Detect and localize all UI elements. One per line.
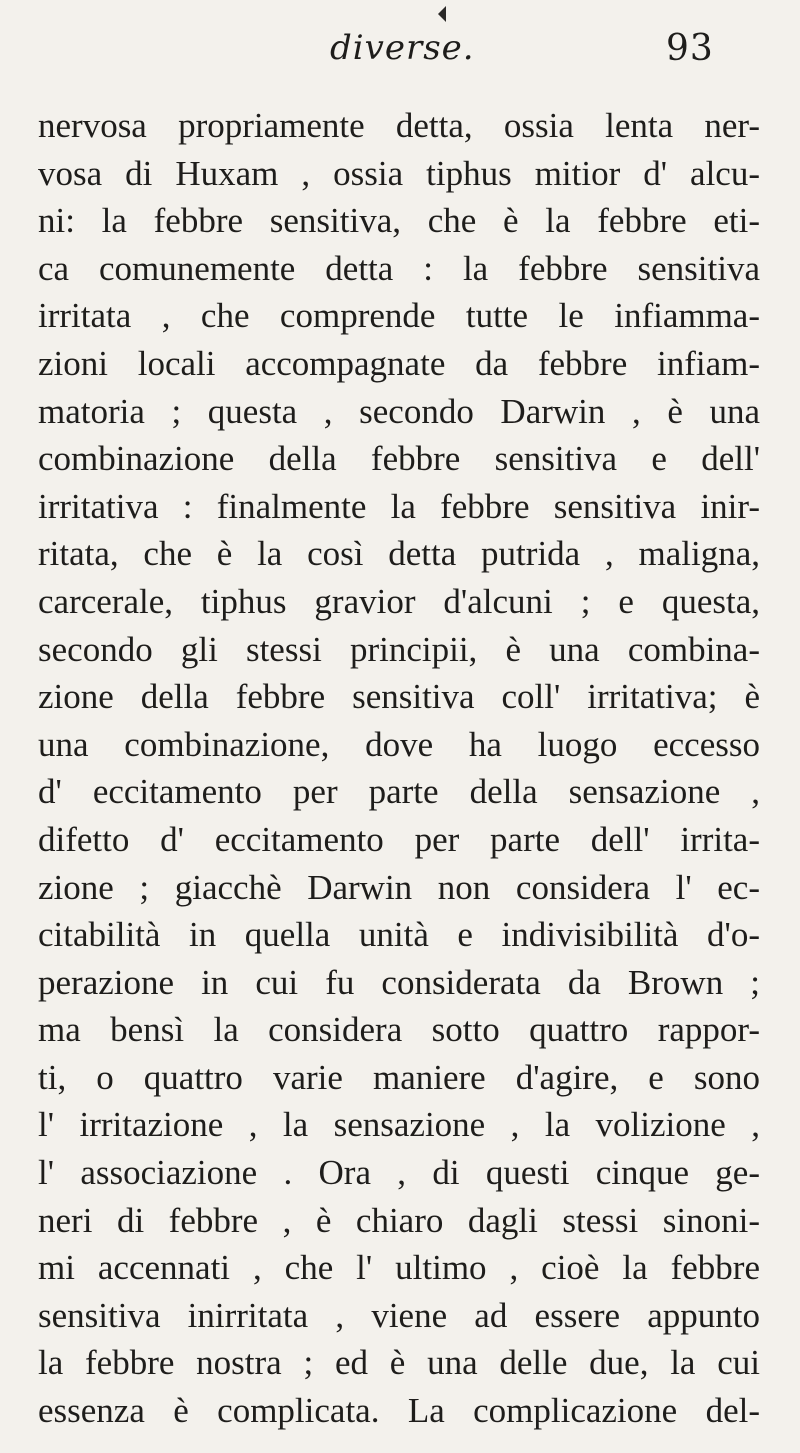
running-head: diverse. <box>330 28 475 68</box>
text-line: perazione in cui fu considerata da Brown ; <box>38 962 760 1002</box>
text-line: ti, o quattro varie maniere d'agire, e sono <box>38 1057 760 1097</box>
text-line: una combinazione, dove ha luogo eccesso <box>38 724 760 764</box>
body-text <box>38 102 760 1435</box>
page-header <box>0 8 800 88</box>
text-line: difetto d' eccitamento per parte dell' irrita- <box>38 819 760 859</box>
margin-mark-icon <box>438 6 446 22</box>
text-line: combinazione della febbre sensitiva e dell' <box>38 439 760 479</box>
text-line: essenza è complicata. La complicazione del- <box>38 1391 760 1431</box>
text-line: zione della febbre sensitiva coll' irritativa; è <box>38 677 760 717</box>
text-line: irritata , che comprende tutte le infiamma- <box>38 296 760 336</box>
text-line: ritata, che è la così detta putrida , maligna, <box>38 534 760 574</box>
text-line: d' eccitamento per parte della sensazione , <box>38 772 760 812</box>
text-line: l' associazione . Ora , di questi cinque ge- <box>38 1153 760 1193</box>
text-line: neri di febbre , è chiaro dagli stessi sinoni- <box>38 1200 760 1240</box>
text-line: zioni locali accompagnate da febbre infiam- <box>38 343 760 383</box>
text-line: l' irritazione , la sensazione , la volizione , <box>38 1105 760 1145</box>
text-line: nervosa propriamente detta, ossia lenta ner- <box>38 106 760 145</box>
text-line: vosa di Huxam , ossia tiphus mitior d' alcu- <box>38 153 760 193</box>
text-line: matoria ; questa , secondo Darwin , è una <box>38 391 760 431</box>
text-line: ni: la febbre sensitiva, che è la febbre eti- <box>38 201 760 241</box>
text-line: zione ; giacchè Darwin non considera l' ec- <box>38 867 760 907</box>
text-line: citabilità in quella unità e indivisibilità d'o- <box>38 915 760 955</box>
text-line: ma bensì la considera sotto quattro rappor- <box>38 1010 760 1050</box>
text-line: carcerale, tiphus gravior d'alcuni ; e questa, <box>38 581 760 621</box>
text-line: secondo gli stessi principii, è una combina- <box>38 629 760 669</box>
page-number: 93 <box>666 28 714 69</box>
text-line: la febbre nostra ; ed è una delle due, la cui <box>38 1343 760 1383</box>
text-line: irritativa : finalmente la febbre sensitiva inir- <box>38 486 760 526</box>
text-line: sensitiva inirritata , viene ad essere appunto <box>38 1295 760 1335</box>
text-line: ca comunemente detta : la febbre sensitiva <box>38 248 760 288</box>
text-line: mi accennati , che l' ultimo , cioè la febbre <box>38 1248 760 1288</box>
